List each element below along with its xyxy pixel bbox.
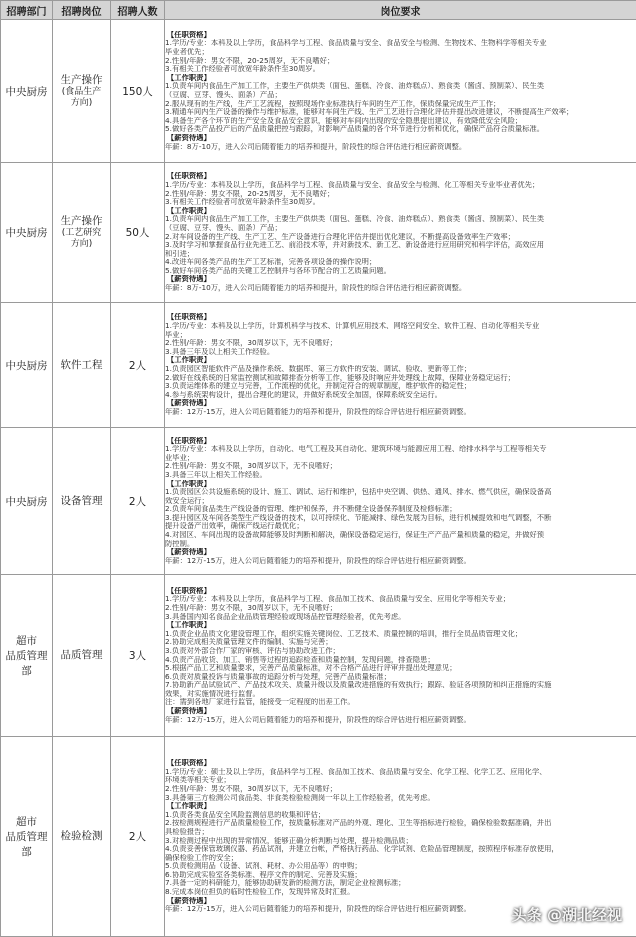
requirement-line: 5.做好各类产品投产后的产品质量把控与跟踪，对影响产品质量的各个环节进行分析和优化，确保产品符合质量标准。 [165,125,636,134]
position-main: 生产操作 [53,215,110,228]
requirement-line: 业毕业； [165,454,636,463]
section-heading: 【薪资待遇】 [167,548,636,557]
section-heading: 【薪资待遇】 [167,897,636,906]
dept-cell [1,575,53,737]
table-row [1,303,636,428]
position-sub: (食品生产 [53,87,110,98]
position-cell [53,20,111,163]
requirement-line: 确保检验工作的安全； [165,854,636,863]
requirement-line: 1.学历/专业：本科及以上学历，计算机科学与技术、计算机应用技术、网络空间安全、软件工程、自动化等相关专业 [165,322,636,331]
requirement-line: 3.负责对外部合作厂家的审核、评估与协助改进工作； [165,647,636,656]
section-heading: 【工作职责】 [167,621,636,630]
requirements-block [165,172,636,292]
position-sub: (工艺研究 [53,228,110,239]
dept-cell: 中央厨房 [1,163,53,303]
requirement-line: 注：需到各地厂家进行监管，能接受一定程度的出差工作。 [165,698,636,707]
requirement-line: 毕业； [165,331,636,340]
requirement-line: 1.负责车间内食品生产加工工作，主要生产供烘类（面包、蛋糕、冷食、油炸糕点）、熟食类（酱卤、预制菜）、民生类 [165,215,636,224]
requirement-line: 具检验报告； [165,828,636,837]
table-header-row [1,1,636,20]
requirement-line: 年薪：12万-15万，进入公司后随着能力的培养和提升，阶段性的综合评估进行相应薪资调整。 [165,557,636,566]
dept-cell [1,737,53,937]
count-cell: 2人 [111,428,165,575]
requirement-line: 7.协助新产品试验试产、产品技术攻关、质量升级以及质量改进措施的有效执行；跟踪、验证各项预防和纠正措施的实施 [165,681,636,690]
requirement-line: 5.做好车间各类产品的关键工艺控制并与各环节配合的工艺质量问题。 [165,267,636,276]
requirement-line: 1.负责园区智能软件产品及操作系统、数据库、第三方软件的安装、调试、验收、更新等工作； [165,365,636,374]
section-heading: 【工作职责】 [167,356,636,365]
requirements-block [165,587,636,725]
position-main: 生产操作 [53,74,110,87]
position-sub: 方向) [53,239,110,250]
section-heading: 【工作职责】 [167,480,636,489]
requirement-line: 4.负责产品收货、加工、销售等过程的追踪检查和质量控制，发现问题，排查隐患； [165,656,636,665]
section-heading: 【任职资格】 [167,172,636,181]
requirement-line: 3.精通车间内生产设备的操作与维护标准，能够对车间生产线、生产工艺进行合理化评估并提出改进建议，不断提高生产效率； [165,108,636,117]
dept-line: 超市 [1,633,52,648]
requirement-line: 3.具备第三方检测公司食品类、非食类检验检测岗一年以上工作经验者，优先考虑。 [165,794,636,803]
requirement-line: 提升设备产出效率，确保产线运行最优化； [165,522,636,531]
section-heading: 【任职资格】 [167,313,636,322]
requirements-block [165,313,636,416]
requirement-line: 3.具备国内知名食品企业品质管理经验或现场品控管理经验者，优先考虑。 [165,613,636,622]
requirement-line: 2.性别/年龄：男女不限，30周岁以下，无不良嗜好； [165,339,636,348]
position-cell [53,303,111,428]
section-heading: 【任职资格】 [167,437,636,446]
requirement-line: 1.负责各类食品安全风险监测信息的收集和评估； [165,811,636,820]
count-cell: 3人 [111,575,165,737]
header-dept: 招聘部门 [1,1,53,20]
requirement-line: 2.对车间设备的生产线、生产工艺、生产设备进行合理化评估并提出优化建议，不断提高设备效率生产效率； [165,233,636,242]
header-position: 招聘岗位 [53,1,111,20]
requirements-block [165,437,636,566]
position-cell [53,163,111,303]
dept-line: 品质管理部 [1,829,52,859]
requirement-line: 1.负责企业品质文化建设管理工作，组织实施关键岗位、工艺技术、质量控制的培训，推行全员品质管理文化； [165,630,636,639]
requirement-line: 2.协助完成相关质量管理文件的编制、实施与完善； [165,638,636,647]
requirement-line: 4.对园区、车间出现的设备故障能够及时判断和解决，确保设备稳定运行，保证生产产品产量和质量的稳定，并做好预 [165,531,636,540]
dept-line: 超市 [1,814,52,829]
dept-cell: 中央厨房 [1,428,53,575]
requirement-line: 和引进； [165,250,636,259]
header-requirements: 岗位要求 [165,1,636,20]
section-heading: 【任职资格】 [167,587,636,596]
position-main: 检验检测 [53,830,110,843]
requirement-line: 4.参与系统架构设计，提出合理化的建议，并做好系统安全加固，保障系统安全运行。 [165,391,636,400]
requirement-line: 2.服从现有的生产线，生产工艺流程，按照现场作业标准执行车间的生产工作，保质保量完成生产工作； [165,100,636,109]
count-cell: 150人 [111,20,165,163]
requirement-line: 2.性别/年龄：男女不限，30周岁以下，无不良嗜好； [165,785,636,794]
requirement-line: 7.具备一定的科研能力，能够协助研发新的检测方法，制定企业检测标准； [165,879,636,888]
requirements-block [165,759,636,914]
requirement-line: 效安全运行； [165,497,636,506]
requirement-line: 4.具备生产各个环节的生产安全及食品安全意识，能够对车间内出现的安全隐患提出建议，有效降低安全风险； [165,117,636,126]
requirement-line: 6.协助完成实验室各类标准、程序文件的制定、完善及实施； [165,871,636,880]
requirement-line: 1.负责车间内食品生产加工工作，主要生产供烘类（面包、蛋糕、冷食、油炸糕点）、熟食类（酱卤、预制菜）、民生类 [165,82,636,91]
position-main: 品质管理 [53,649,110,662]
position-main: 软件工程 [53,359,110,372]
requirement-line: 1.负责园区公共设施系统的设计、施工、调试、运行和维护，包括中央空调、供热、通风、排水、燃气供应，确保设备高 [165,488,636,497]
section-heading: 【工作职责】 [167,802,636,811]
requirement-line: 1.学历/专业：本科及以上学历，食品科学与工程、食品质量与安全、食品安全与检测、化工等相关专业毕业者优先； [165,181,636,190]
position-main: 设备管理 [53,495,110,508]
requirement-line: 年薪：12万-15万，进入公司后随着能力的培养和提升，阶段性的综合评估进行相应薪资调整。 [165,408,636,417]
requirement-line: 2.做好在线系统的日常监控测试和故障排查分析等工作，能够及时响应并处理线上故障，保障业务稳定运行； [165,374,636,383]
requirement-line: 2.性别/年龄：男女不限，30周岁以下，无不良嗜好； [165,604,636,613]
requirement-line: 3.对检测过程中出现的异常情况，能够正确分析判断与处理，提升检测品质； [165,837,636,846]
requirement-line: 2.按检测规程进行产品质量检验工作，按质量标准对产品的外观、理化、卫生等指标进行检验，确保检验数据准确，并出 [165,819,636,828]
requirement-line: 环境类等相关专业； [165,776,636,785]
requirement-line: 3.具备三年及以上相关工作经验。 [165,348,636,357]
requirements-cell [165,303,636,428]
requirements-cell [165,20,636,163]
requirements-cell [165,428,636,575]
requirement-line: 年薪：12万-15万，进入公司后随着能力的培养和提升，阶段性的综合评估进行相应薪资调整。 [165,716,636,725]
dept-cell: 中央厨房 [1,303,53,428]
requirements-cell [165,163,636,303]
count-cell: 2人 [111,737,165,937]
requirement-line: 3.有相关工作经验者可放宽年龄条件至30周岁。 [165,198,636,207]
requirement-line: 3.及时学习和掌握食品行业先进工艺、前沿技术等，并对新技术、新工艺、新设备进行应用研究和科学评估，高效应用 [165,241,636,250]
position-cell [53,575,111,737]
requirement-line: 年薪：8万-10万，进入公司后随着能力的培养和提升，阶段性的综合评估进行相应薪资调整。 [165,143,636,152]
section-heading: 【任职资格】 [167,759,636,768]
count-cell: 2人 [111,303,165,428]
position-sub: 方向) [53,98,110,109]
requirement-line: 2.性别/年龄：男女不限，20-25周岁，无不良嗜好； [165,57,636,66]
position-cell [53,428,111,575]
table-row [1,163,636,303]
watermark-text: 头条 @湖北经视 [512,904,622,925]
requirement-line: 效果，对实施情况进行监督。 [165,690,636,699]
header-count: 招聘人数 [111,1,165,20]
requirement-line: 毕业者优先； [165,48,636,57]
table-row [1,575,636,737]
dept-line: 品质管理部 [1,648,52,678]
position-cell [53,737,111,937]
section-heading: 【薪资待遇】 [167,399,636,408]
dept-cell: 中央厨房 [1,20,53,163]
requirement-line: 3.提升园区及车间各类型生产线设备的技术，以可持续化、节能减排、绿色发展为目标，进行机械提效和电气调整，不断 [165,514,636,523]
count-cell: 50人 [111,163,165,303]
section-heading: 【薪资待遇】 [167,134,636,143]
requirement-line: 1.学历/专业：硕士及以上学历，食品科学与工程、食品加工技术、食品质量与安全、化学工程、化学工艺、应用化学、 [165,768,636,777]
requirement-line: 3.有相关工作经验者可放宽年龄条件至30周岁。 [165,65,636,74]
requirements-cell [165,575,636,737]
requirement-line: 防控制。 [165,540,636,549]
requirement-line: 3.负责运维体系的建立与完善，工作流程的优化，并制定符合的规章制度，维护软件的稳定性； [165,382,636,391]
requirement-line: 1.学历/专业：本科及以上学历，食品科学与工程、食品加工技术、食品质量与安全、应用化学等相关专业； [165,595,636,604]
requirement-line: 4.负责妥善保管玻璃仪器、药品试剂，并建立台帐，严格执行药品、化学试剂、危险品管理制度，按照程序标准存放使用， [165,845,636,854]
requirement-line: 8.完成本岗位担负的临时性检验工作，发现异常及时汇报。 [165,888,636,897]
requirement-line: 年薪：8万-10万，进入公司后随着能力的培养和提升，阶段性的综合评估进行相应薪资调整。 [165,284,636,293]
requirement-line: 2.性别/年龄：男女不限，20-25周岁，无不良嗜好； [165,190,636,199]
requirement-line: 2.性别/年龄：男女不限，30周岁以下，无不良嗜好； [165,462,636,471]
requirement-line: （豆腐、豆芽、馒头、面条）产品； [165,224,636,233]
requirement-line: 5.负责检测用品（设备、试剂、耗材、办公用品等）的申购； [165,862,636,871]
table-row [1,20,636,163]
requirement-line: 6.负责对质量投诉与质量事故的追踪分析与处理，完善产品质量标准； [165,673,636,682]
section-heading: 【工作职责】 [167,74,636,83]
requirement-line: 4.改进车间各类产品的生产工艺标准，完善各项设备的操作说明； [165,258,636,267]
table-row [1,428,636,575]
requirement-line: 5.根据产品工艺和质量要求，完善产品质量标准，对不合格产品进行评审并提出处理意见； [165,664,636,673]
requirement-line: 2.负责车间食品类生产线设备的管理、维护和保养，并不断健全设备保养制度及检修标准； [165,505,636,514]
requirement-line: 3.具备三年以上相关工作经验。 [165,471,636,480]
section-heading: 【薪资待遇】 [167,275,636,284]
requirement-line: 1.学历/专业：本科及以上学历，食品科学与工程、食品质量与安全、食品安全与检测、生物技术、生物科学等相关专业 [165,39,636,48]
requirement-line: 1.学历/专业：本科及以上学历，自动化、电气工程及其自动化、建筑环境与能源应用工程、给排水科学与工程等相关专 [165,445,636,454]
section-heading: 【薪资待遇】 [167,707,636,716]
requirements-block [165,31,636,151]
section-heading: 【任职资格】 [167,31,636,40]
requirement-line: 年薪：12万-15万，进入公司后随着能力的培养和提升，阶段性的综合评估进行相应薪资调整。 [165,905,636,914]
requirement-line: （豆腐、豆芽、馒头、面条）产品； [165,91,636,100]
section-heading: 【工作职责】 [167,207,636,216]
